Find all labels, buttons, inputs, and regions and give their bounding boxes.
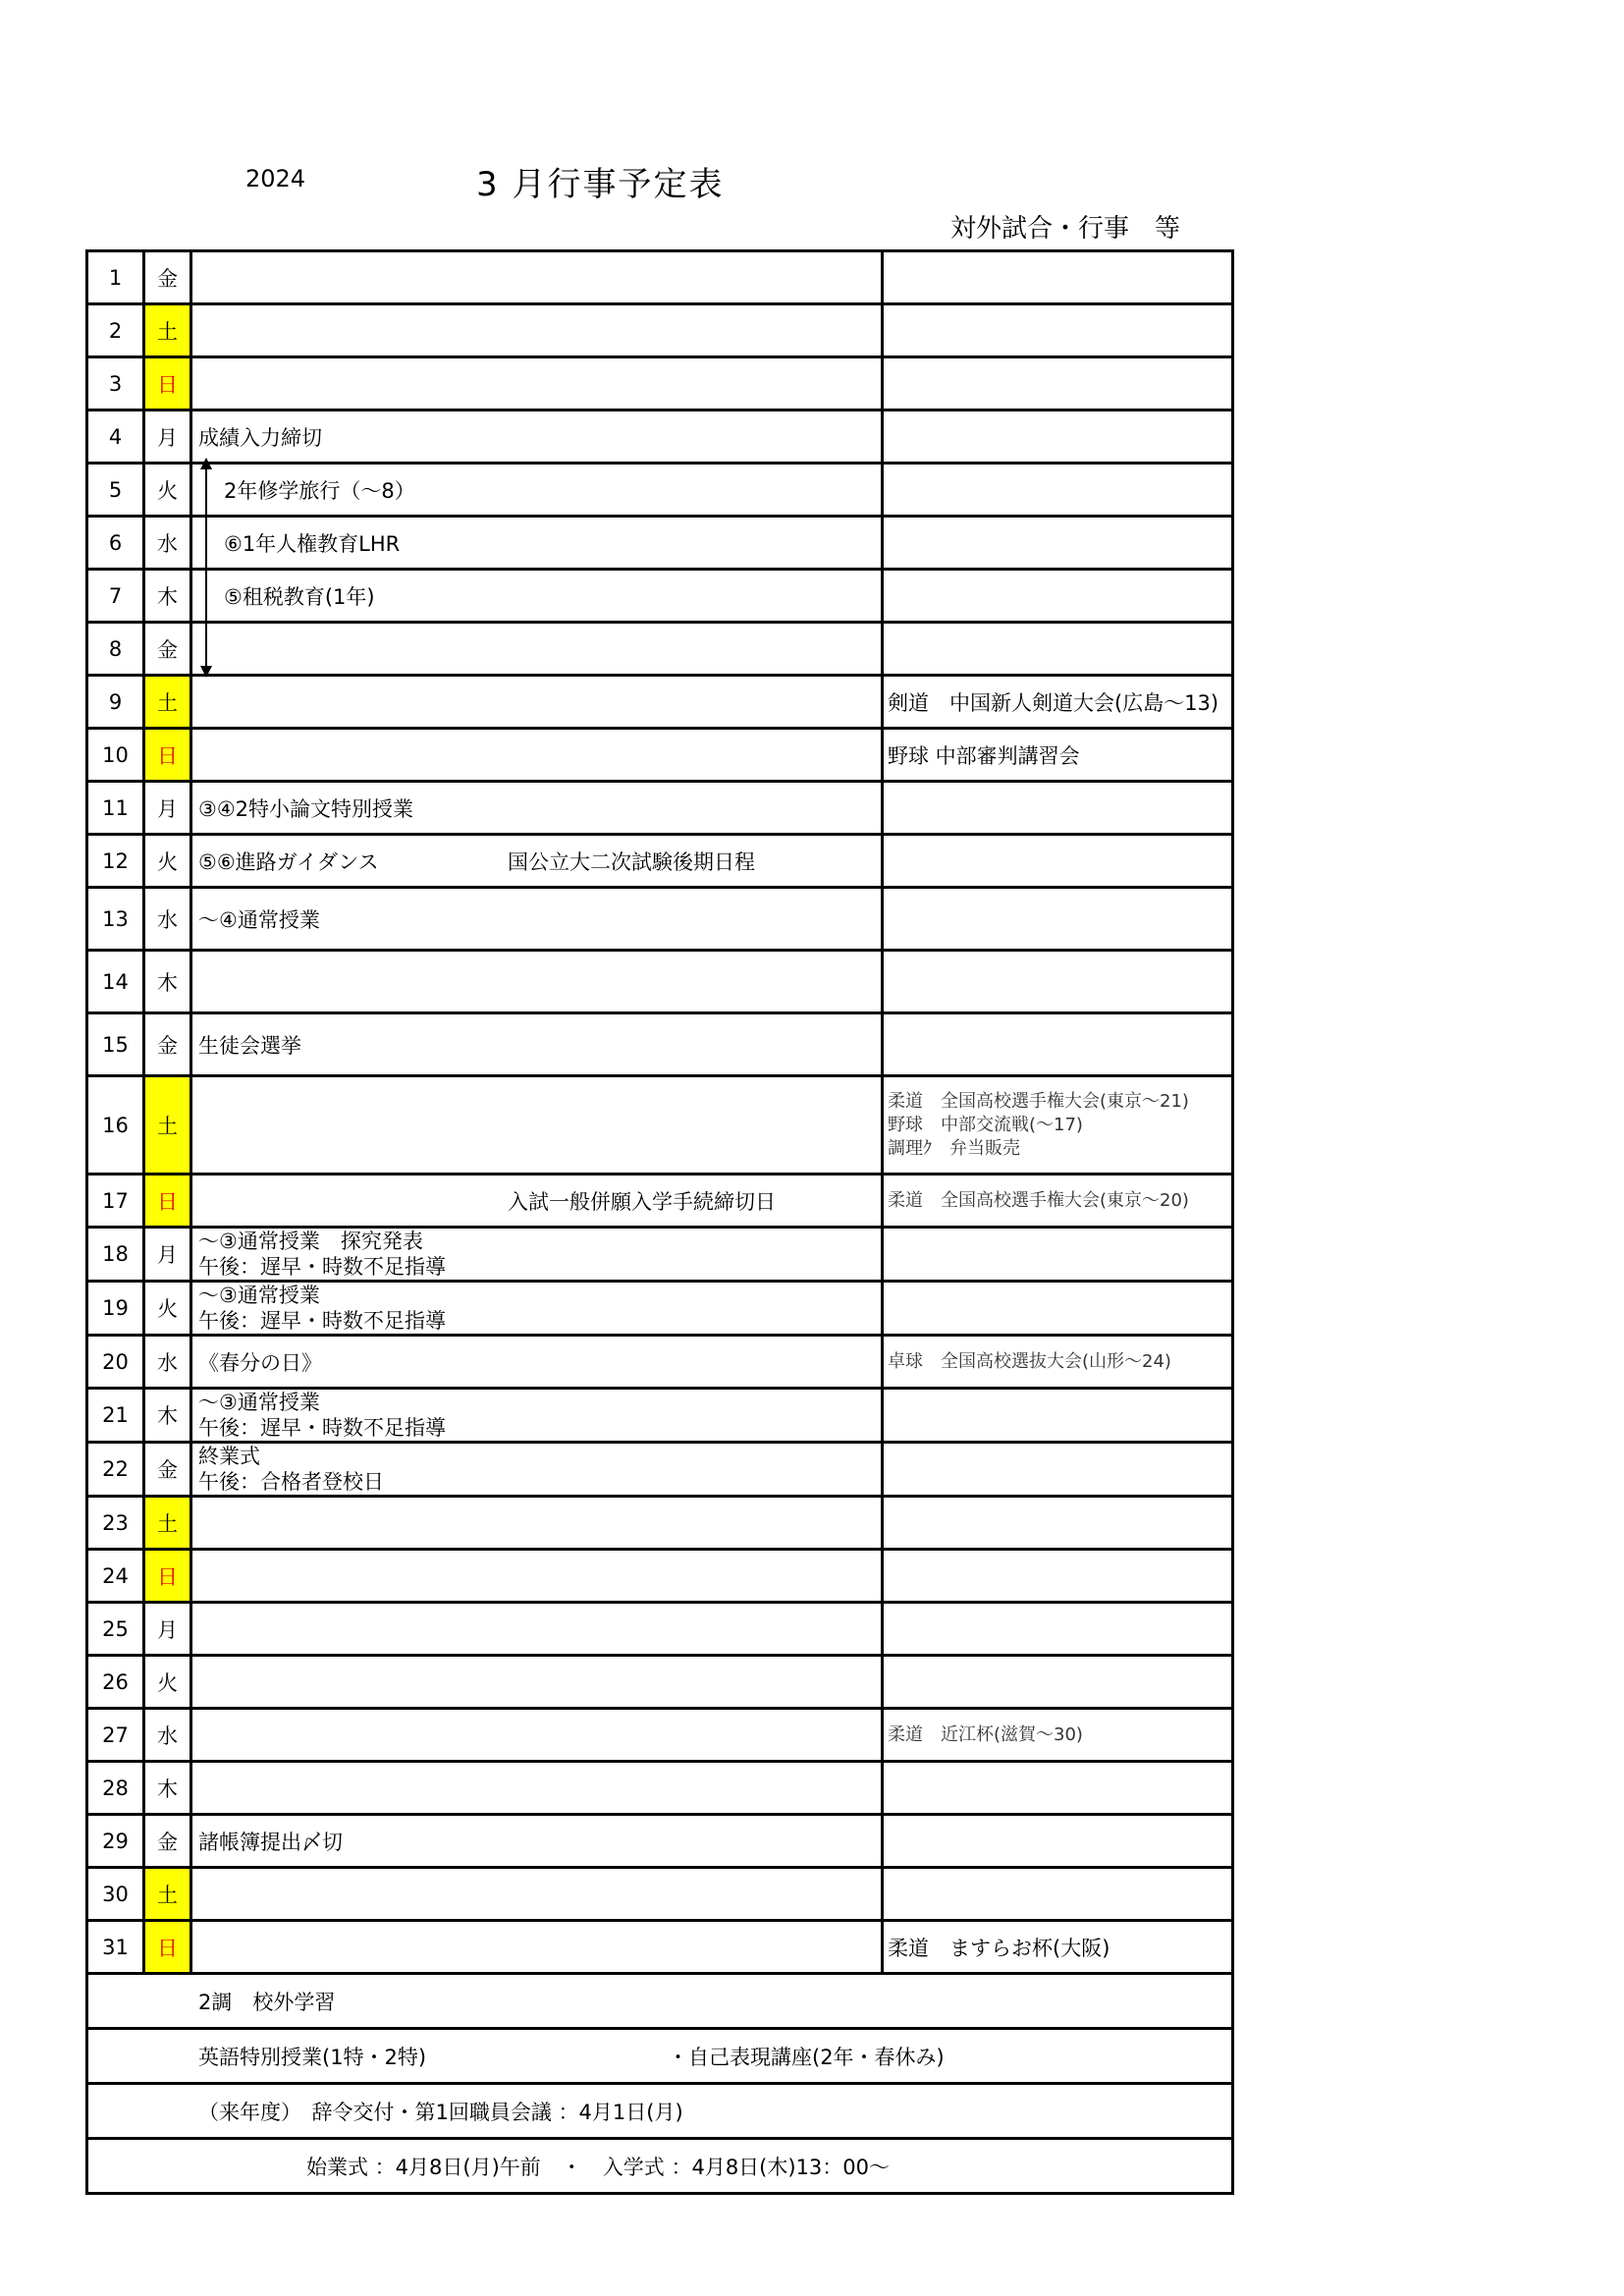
footer-text-2a: 英語特別授業(1特・2特) bbox=[198, 2045, 427, 2069]
external-event-cell bbox=[883, 1076, 1233, 1175]
weekday: 土 bbox=[144, 1076, 191, 1175]
weekday: 日 bbox=[144, 729, 191, 782]
school-event-cell bbox=[191, 1709, 883, 1762]
event-text: 成績入力締切 bbox=[198, 425, 322, 450]
external-event-cell bbox=[883, 304, 1233, 357]
external-event-text: 柔道 ますらお杯(大阪) bbox=[888, 1936, 1110, 1960]
day-number: 9 bbox=[87, 676, 144, 729]
school-event-cell bbox=[191, 1228, 883, 1282]
day-number: 21 bbox=[87, 1389, 144, 1443]
event-text: 生徒会選挙 bbox=[198, 1033, 301, 1058]
external-event-cell bbox=[883, 1921, 1233, 1974]
school-event-cell bbox=[191, 1868, 883, 1921]
external-event-cell bbox=[883, 1282, 1233, 1336]
school-event-cell bbox=[191, 888, 883, 951]
external-event-cell bbox=[883, 1389, 1233, 1443]
weekday: 木 bbox=[144, 951, 191, 1013]
footer-row-2 bbox=[87, 2029, 1233, 2084]
day-number: 1 bbox=[87, 251, 144, 304]
external-event-cell bbox=[883, 410, 1233, 464]
event-text: ～③通常授業 bbox=[198, 1391, 320, 1414]
weekday: 土 bbox=[144, 676, 191, 729]
table-row bbox=[87, 1336, 1233, 1389]
day-number: 12 bbox=[87, 835, 144, 888]
school-event-cell bbox=[191, 410, 883, 464]
external-event-cell bbox=[883, 1443, 1233, 1497]
event-text: 午後：遅早・時数不足指導 bbox=[198, 1416, 446, 1440]
school-event-cell bbox=[191, 1497, 883, 1550]
school-event-cell bbox=[191, 835, 883, 888]
event-text: ⑤租税教育(1年) bbox=[224, 584, 375, 609]
footer-row-4 bbox=[87, 2139, 1233, 2194]
table-row bbox=[87, 251, 1233, 304]
school-event-cell bbox=[191, 1336, 883, 1389]
weekday: 土 bbox=[144, 304, 191, 357]
external-event-cell bbox=[883, 1603, 1233, 1656]
weekday: 月 bbox=[144, 1603, 191, 1656]
table-row bbox=[87, 1921, 1233, 1974]
school-event-cell bbox=[191, 951, 883, 1013]
external-event-cell bbox=[883, 888, 1233, 951]
day-number: 15 bbox=[87, 1013, 144, 1076]
year-label: 2024 bbox=[245, 165, 306, 192]
weekday: 月 bbox=[144, 782, 191, 835]
school-event-cell bbox=[191, 1815, 883, 1868]
external-event-cell bbox=[883, 1497, 1233, 1550]
page-title: 3 月行事予定表 bbox=[476, 165, 725, 204]
schedule-table bbox=[85, 249, 1234, 2195]
weekday: 火 bbox=[144, 835, 191, 888]
footer-text-3: （来年度） 辞令交付・第1回職員会議 ：4月1日(月) bbox=[198, 2100, 683, 2124]
table-row bbox=[87, 1603, 1233, 1656]
school-event-cell bbox=[191, 1603, 883, 1656]
external-event-text: 柔道 全国高校選手権大会(東京～20) bbox=[888, 1189, 1189, 1211]
day-number: 25 bbox=[87, 1603, 144, 1656]
weekday: 水 bbox=[144, 517, 191, 570]
weekday: 火 bbox=[144, 1282, 191, 1336]
external-event-cell bbox=[883, 1762, 1233, 1815]
day-number: 16 bbox=[87, 1076, 144, 1175]
school-event-cell bbox=[191, 1762, 883, 1815]
event-text: ～③通常授業 bbox=[198, 1284, 320, 1307]
day-number: 30 bbox=[87, 1868, 144, 1921]
weekday: 月 bbox=[144, 1228, 191, 1282]
external-event-cell bbox=[883, 623, 1233, 676]
school-event-cell bbox=[191, 676, 883, 729]
day-number: 19 bbox=[87, 1282, 144, 1336]
event-text: ～③通常授業 探究発表 bbox=[198, 1230, 423, 1253]
footer-text-1: 2調 校外学習 bbox=[198, 1990, 336, 2014]
day-number: 29 bbox=[87, 1815, 144, 1868]
table-row bbox=[87, 782, 1233, 835]
table-row bbox=[87, 1228, 1233, 1282]
school-event-cell bbox=[191, 1076, 883, 1175]
event-text: 2年修学旅行（～8） bbox=[224, 478, 415, 503]
school-event-cell bbox=[191, 782, 883, 835]
external-event-cell bbox=[883, 835, 1233, 888]
day-number: 8 bbox=[87, 623, 144, 676]
school-event-cell bbox=[191, 623, 883, 676]
weekday: 日 bbox=[144, 1175, 191, 1228]
school-event-cell bbox=[191, 1656, 883, 1709]
weekday: 日 bbox=[144, 1921, 191, 1974]
school-event-cell bbox=[191, 1013, 883, 1076]
school-event-cell bbox=[191, 517, 883, 570]
day-number: 2 bbox=[87, 304, 144, 357]
external-event-cell bbox=[883, 951, 1233, 1013]
school-event-cell bbox=[191, 1282, 883, 1336]
weekday: 木 bbox=[144, 570, 191, 623]
external-event-text: 柔道 近江杯(滋賀～30) bbox=[888, 1723, 1083, 1745]
event-text: 諸帳簿提出〆切 bbox=[198, 1830, 343, 1854]
table-row bbox=[87, 357, 1233, 410]
table-row bbox=[87, 835, 1233, 888]
table-row bbox=[87, 517, 1233, 570]
weekday: 金 bbox=[144, 1013, 191, 1076]
external-column-heading: 対外試合・行事 等 bbox=[950, 214, 1181, 244]
event-text: 終業式 bbox=[198, 1445, 260, 1468]
external-event-text: 野球 中部交流戦(～17) bbox=[888, 1114, 1083, 1135]
weekday: 木 bbox=[144, 1762, 191, 1815]
weekday: 火 bbox=[144, 1656, 191, 1709]
day-number: 13 bbox=[87, 888, 144, 951]
external-event-cell bbox=[883, 570, 1233, 623]
day-number: 18 bbox=[87, 1228, 144, 1282]
table-row bbox=[87, 1282, 1233, 1336]
day-number: 6 bbox=[87, 517, 144, 570]
footer-text-4: 始業式 ：4月8日(月)午前 ・ 入学式 ：4月8日(木)13：00～ bbox=[306, 2155, 891, 2179]
event-text-right: 国公立大二次試験後期日程 bbox=[508, 849, 755, 874]
day-number: 28 bbox=[87, 1762, 144, 1815]
day-number: 22 bbox=[87, 1443, 144, 1497]
table-row bbox=[87, 1497, 1233, 1550]
weekday: 金 bbox=[144, 1443, 191, 1497]
school-event-cell bbox=[191, 1921, 883, 1974]
day-number: 11 bbox=[87, 782, 144, 835]
school-event-cell bbox=[191, 357, 883, 410]
day-number: 4 bbox=[87, 410, 144, 464]
weekday: 火 bbox=[144, 464, 191, 517]
table-row bbox=[87, 888, 1233, 951]
table-row bbox=[87, 1443, 1233, 1497]
table-row bbox=[87, 1762, 1233, 1815]
footer-row-1 bbox=[87, 1974, 1233, 2029]
table-row bbox=[87, 410, 1233, 464]
day-number: 3 bbox=[87, 357, 144, 410]
day-number: 5 bbox=[87, 464, 144, 517]
external-event-cell bbox=[883, 251, 1233, 304]
external-event-cell bbox=[883, 1656, 1233, 1709]
table-row bbox=[87, 951, 1233, 1013]
weekday: 日 bbox=[144, 357, 191, 410]
weekday: 金 bbox=[144, 251, 191, 304]
event-text-right: 入試一般併願入学手続締切日 bbox=[508, 1189, 776, 1214]
external-event-cell bbox=[883, 1709, 1233, 1762]
table-row bbox=[87, 570, 1233, 623]
school-event-cell bbox=[191, 251, 883, 304]
day-number: 26 bbox=[87, 1656, 144, 1709]
table-row bbox=[87, 1389, 1233, 1443]
table-row bbox=[87, 1076, 1233, 1175]
event-text: 午後：遅早・時数不足指導 bbox=[198, 1255, 446, 1279]
day-number: 23 bbox=[87, 1497, 144, 1550]
external-event-text: 調理ｸ 弁当販売 bbox=[888, 1137, 1020, 1159]
weekday: 木 bbox=[144, 1389, 191, 1443]
school-event-cell bbox=[191, 1389, 883, 1443]
table-row bbox=[87, 1175, 1233, 1228]
table-row bbox=[87, 1709, 1233, 1762]
day-number: 7 bbox=[87, 570, 144, 623]
table-row bbox=[87, 1656, 1233, 1709]
table-row bbox=[87, 623, 1233, 676]
weekday: 水 bbox=[144, 1709, 191, 1762]
footer-text-2b: ・自己表現講座(2年・春休み) bbox=[668, 2045, 945, 2069]
table-row bbox=[87, 1815, 1233, 1868]
weekday: 日 bbox=[144, 1550, 191, 1603]
external-event-text: 野球 中部審判講習会 bbox=[888, 743, 1080, 768]
school-event-cell bbox=[191, 1175, 883, 1228]
external-event-cell bbox=[883, 517, 1233, 570]
day-number: 27 bbox=[87, 1709, 144, 1762]
school-event-cell bbox=[191, 729, 883, 782]
event-text: ～④通常授業 bbox=[198, 907, 320, 932]
day-number: 10 bbox=[87, 729, 144, 782]
external-event-cell bbox=[883, 729, 1233, 782]
external-event-cell bbox=[883, 1868, 1233, 1921]
table-row bbox=[87, 1013, 1233, 1076]
external-event-cell bbox=[883, 1336, 1233, 1389]
weekday: 金 bbox=[144, 623, 191, 676]
day-number: 20 bbox=[87, 1336, 144, 1389]
weekday: 水 bbox=[144, 888, 191, 951]
weekday: 月 bbox=[144, 410, 191, 464]
table-row bbox=[87, 1550, 1233, 1603]
external-event-text: 柔道 全国高校選手権大会(東京～21) bbox=[888, 1090, 1189, 1112]
table-row bbox=[87, 676, 1233, 729]
external-event-text: 剣道 中国新人剣道大会(広島～13) bbox=[888, 690, 1219, 715]
school-event-cell bbox=[191, 464, 883, 517]
day-number: 17 bbox=[87, 1175, 144, 1228]
table-row bbox=[87, 1868, 1233, 1921]
table-row bbox=[87, 464, 1233, 517]
table-row bbox=[87, 304, 1233, 357]
external-event-cell bbox=[883, 357, 1233, 410]
school-event-cell bbox=[191, 1443, 883, 1497]
weekday: 水 bbox=[144, 1336, 191, 1389]
event-text: ⑥1年人権教育LHR bbox=[224, 531, 401, 556]
event-text: 午後：合格者登校日 bbox=[198, 1470, 384, 1494]
day-number: 24 bbox=[87, 1550, 144, 1603]
external-event-cell bbox=[883, 782, 1233, 835]
day-number: 14 bbox=[87, 951, 144, 1013]
weekday: 土 bbox=[144, 1497, 191, 1550]
external-event-cell bbox=[883, 676, 1233, 729]
external-event-cell bbox=[883, 1228, 1233, 1282]
external-event-cell bbox=[883, 1175, 1233, 1228]
external-event-cell bbox=[883, 464, 1233, 517]
event-text: 《春分の日》 bbox=[198, 1350, 322, 1375]
external-event-cell bbox=[883, 1550, 1233, 1603]
weekday: 土 bbox=[144, 1868, 191, 1921]
footer-row-3 bbox=[87, 2084, 1233, 2139]
event-text: 午後：遅早・時数不足指導 bbox=[198, 1309, 446, 1333]
event-text: ⑤⑥進路ガイダンス bbox=[198, 849, 379, 874]
event-text: ③④2特小論文特別授業 bbox=[198, 796, 414, 821]
weekday: 金 bbox=[144, 1815, 191, 1868]
external-event-text: 卓球 全国高校選抜大会(山形～24) bbox=[888, 1350, 1171, 1372]
school-event-cell bbox=[191, 1550, 883, 1603]
day-number: 31 bbox=[87, 1921, 144, 1974]
external-event-cell bbox=[883, 1013, 1233, 1076]
table-row bbox=[87, 729, 1233, 782]
school-event-cell bbox=[191, 570, 883, 623]
trip-duration-arrow bbox=[196, 458, 216, 678]
external-event-cell bbox=[883, 1815, 1233, 1868]
school-event-cell bbox=[191, 304, 883, 357]
